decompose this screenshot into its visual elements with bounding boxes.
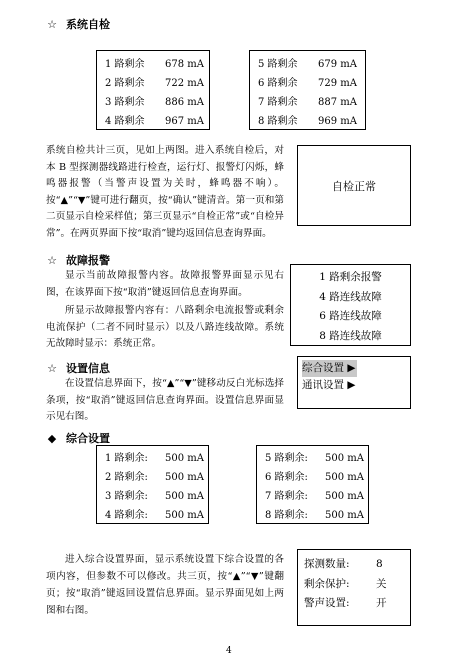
table-row: 5 路剩余 679 mA [258,59,357,70]
table-row: 3 路剩余: 500 mA [105,491,204,502]
self-check-description: 系统自检共计三页，见如上两图。进入系统自检后，对本 B 型探测器线路进行检查，运行灯、报警灯闪烁，蜂鸣器报警（当警声设置为关时，蜂鸣器不响）。按“▲”“▼”键可进行翻页，按“确认”键清音。第一页和第二页显示自检采样值；第三页显示“自检正常”或“自检异常”。在两页界面下按“取消”键均返回信息查询界面。 [46,145,284,239]
section-title: 设置信息 [66,362,110,375]
table-row: 探测数量: 8 [304,558,383,570]
section-title: 综合设置 [66,432,110,445]
star-icon: ☆ [47,17,57,31]
list-item: 8 路连线故障 [319,329,382,342]
table-row: 7 路剩余 887 mA [258,97,357,108]
table-row: 警声设置: 开 [304,597,387,609]
table-row: 6 路剩余: 500 mA [265,472,364,483]
settings-menu-panel [297,356,411,409]
menu-item-comm-settings[interactable]: 通讯设置 ▶ [302,379,356,391]
table-row: 2 路剩余: 500 mA [105,472,204,483]
table-row: 2 路剩余 722 mA [105,78,204,89]
table-row: 8 路剩余 969 mA [258,116,357,127]
section-heading-general-settings [46,430,110,446]
diamond-icon: ◆ [47,431,57,445]
table-row: 1 路剩余: 500 mA [105,453,204,464]
general-settings-panel-left [96,445,209,524]
fault-alarm-panel [290,264,411,346]
self-check-status-panel [297,145,411,226]
section-heading-settings-info [46,360,110,376]
fault-description-2: 所显示故障报警内容有：八路剩余电流报警或剩余电流保护（二者不同时显示）以及八路连线故障。系统无故障时显示：系统正常。 [46,305,284,349]
table-row: 3 路剩余 886 mA [105,97,204,108]
table-row: 6 路剩余 729 mA [258,78,357,89]
list-item: 6 路连线故障 [319,310,382,322]
table-row: 4 路剩余 967 mA [105,116,204,127]
page-number: 4 [226,646,232,656]
table-row: 剩余保护: 关 [304,577,387,590]
section-title: 故障报警 [66,254,110,267]
table-row: 8 路剩余: 500 mA [265,510,364,521]
section-heading-self-check [46,16,110,32]
table-row: 7 路剩余: 500 mA [265,491,364,502]
self-check-panel-left [96,50,210,130]
fault-description-1: 显示当前故障报警内容。故障报警界面显示见右图，在该界面下按“取消”键返回信息查询界面。 [46,270,284,298]
menu-item-general-settings[interactable]: 综合设置 ▶ [301,360,410,377]
star-icon: ☆ [47,253,57,267]
settings-description: 在设置信息界面下，按“▲”“▼”键移动反白光标选择条项，按“取消”键返回信息查询界面。设置信息界面显示见右图。 [46,378,284,422]
self-check-panel-right [249,50,366,130]
list-item: 1 路剩余报警 [319,271,382,283]
section-title: 系统自检 [66,18,110,31]
general-params-panel [297,549,411,626]
section-heading-fault-alarm [46,252,110,268]
general-settings-description: 进入综合设置界面，显示系统设置下综合设置的各项内容，但参数不可以修改。共三页，按“▲”“▼”键翻页；按“取消”键返回设置信息界面。显示界面见如上两图和右图。 [46,554,284,616]
list-item: 4 路连线故障 [319,290,382,303]
table-row: 1 路剩余 678 mA [105,59,204,70]
self-check-status: 自检正常 [332,179,376,193]
table-row: 5 路剩余: 500 mA [265,453,364,464]
star-icon: ☆ [47,361,57,375]
table-row: 4 路剩余: 500 mA [105,510,204,521]
general-settings-panel-right [256,445,369,524]
